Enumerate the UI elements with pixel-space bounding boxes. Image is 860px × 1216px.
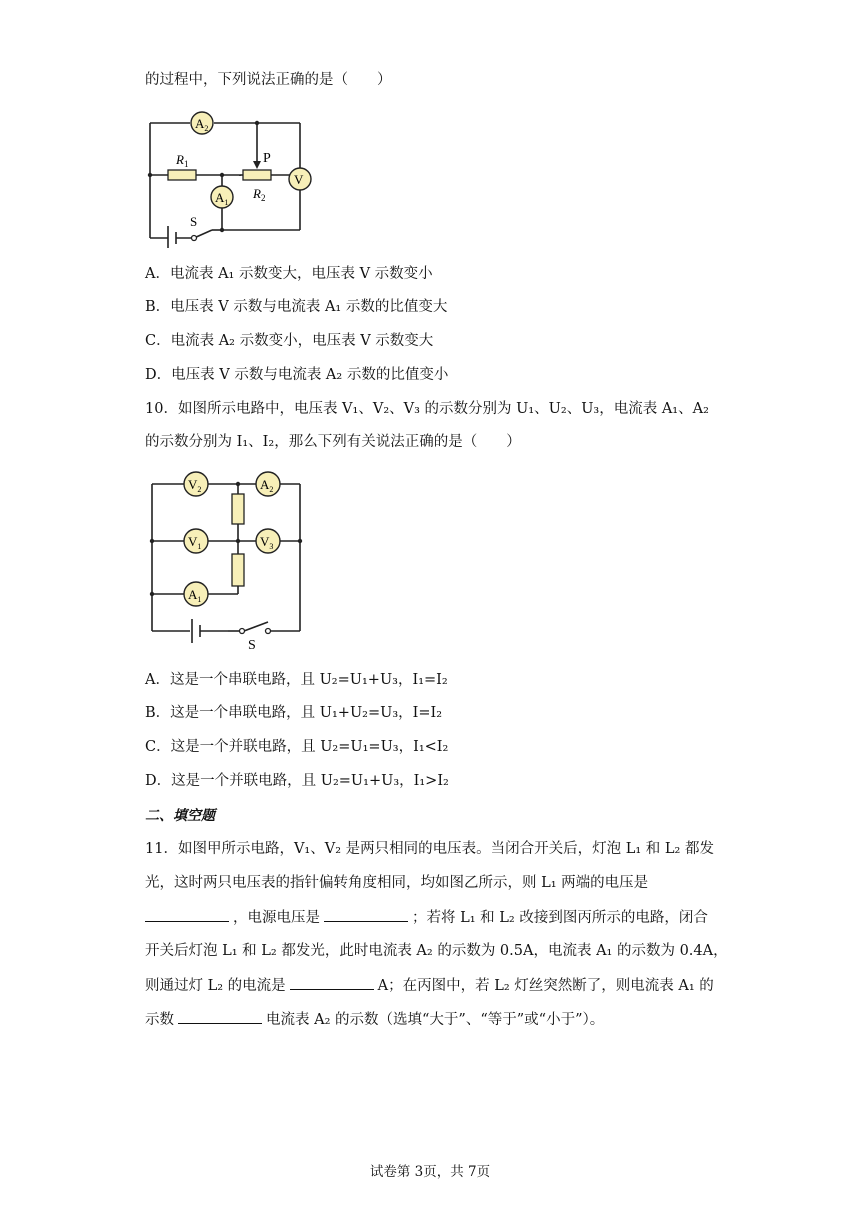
fig1-a2-label: $A_2$ xyxy=(195,116,209,133)
q9-option-a[interactable]: A．电流表 A₁ 示数变大，电压表 V 示数变小 xyxy=(145,266,433,282)
fig2-a2-label: $A_2$ xyxy=(260,477,274,494)
q11-line3-part-b: ，电源电压是 xyxy=(233,910,320,926)
q11-line5-part-b: A；在丙图中，若 L₂ 灯丝突然断了，则电流表 A₁ 的 xyxy=(377,978,714,994)
q10-option-d[interactable]: D．这是一个并联电路，且 U₂=U₁+U₃，I₁>I₂ xyxy=(145,773,449,789)
q11-line3 xyxy=(145,907,708,928)
q11-line5 xyxy=(145,975,714,996)
q11-blank-4[interactable] xyxy=(178,1009,262,1024)
fig1-s-label: S xyxy=(190,214,198,229)
q9-option-b[interactable]: B．电压表 V 示数与电流表 A₁ 示数的比值变大 xyxy=(145,299,448,315)
fig2-v2-label: $V_2$ xyxy=(188,477,202,494)
q9-stem-tail: 的过程中，下列说法正确的是（ ） xyxy=(145,72,392,88)
q11-blank-3[interactable] xyxy=(290,975,374,990)
q11-line4: 开关后灯泡 L₁ 和 L₂ 都发光，此时电流表 A₂ 的示数为 0.5A，电流表 A₁ 的示数为 0.4A， xyxy=(145,943,728,959)
q11-line6 xyxy=(145,1009,604,1030)
fig1-a1-label: $A_1$ xyxy=(215,190,229,207)
fig1-r1-label: $R_1$ xyxy=(176,152,189,169)
q9-option-c[interactable]: C．电流表 A₂ 示数变小，电压表 V 示数变大 xyxy=(145,333,434,349)
q11-line6-part-a: 示数 xyxy=(145,1012,174,1028)
q10-option-a[interactable]: A．这是一个串联电路，且 U₂=U₁+U₃，I₁=I₂ xyxy=(145,672,448,688)
fig2-v3-label: $V_3$ xyxy=(260,534,274,551)
q11-blank-2[interactable] xyxy=(324,907,408,922)
q9-option-d[interactable]: D．电压表 V 示数与电流表 A₂ 示数的比值变小 xyxy=(145,367,449,383)
q11-line1: 11．如图甲所示电路，V₁、V₂ 是两只相同的电压表。当闭合开关后，灯泡 L₁ 和 L₂ 都发 xyxy=(145,841,714,857)
section-heading-fill-in: 二、填空题 xyxy=(145,808,215,824)
q11-blank-1[interactable] xyxy=(145,907,229,922)
q9-circuit-diagram xyxy=(140,108,330,248)
fig2-a1-label: $A_1$ xyxy=(188,587,202,604)
q11-line6-part-b: 电流表 A₂ 的示数（选填“大于”、“等于”或“小于”）。 xyxy=(266,1012,605,1028)
page-footer: 试卷第 3页，共 7页 xyxy=(369,1164,491,1180)
q10-stem-line1: 10．如图所示电路中，电压表 V₁、V₂、V₃ 的示数分别为 U₁、U₂、U₃，电流表 A₁、A₂ xyxy=(145,401,709,417)
fig1-p-label: P xyxy=(263,151,271,166)
fig1-v-label: V xyxy=(294,172,304,187)
q10-option-b[interactable]: B．这是一个串联电路，且 U₁+U₂=U₃，I=I₂ xyxy=(145,705,443,721)
fig1-r2-label: $R_2$ xyxy=(253,186,266,203)
q10-option-c[interactable]: C．这是一个并联电路，且 U₂=U₁=U₃，I₁<I₂ xyxy=(145,739,449,755)
q11-line5-part-a: 则通过灯 L₂ 的电流是 xyxy=(145,978,286,994)
q10-circuit-diagram xyxy=(140,466,320,656)
q11-line3-part-c: ；若将 L₁ 和 L₂ 改接到图丙所示的电路，闭合 xyxy=(412,910,708,926)
q11-line2: 光，这时两只电压表的指针偏转角度相同，均如图乙所示，则 L₁ 两端的电压是 xyxy=(145,875,649,891)
fig2-v1-label: $V_1$ xyxy=(188,534,202,551)
fig2-s-label: S xyxy=(248,638,256,653)
q10-stem-line2: 的示数分别为 I₁、I₂，那么下列有关说法正确的是（ ） xyxy=(145,434,521,450)
